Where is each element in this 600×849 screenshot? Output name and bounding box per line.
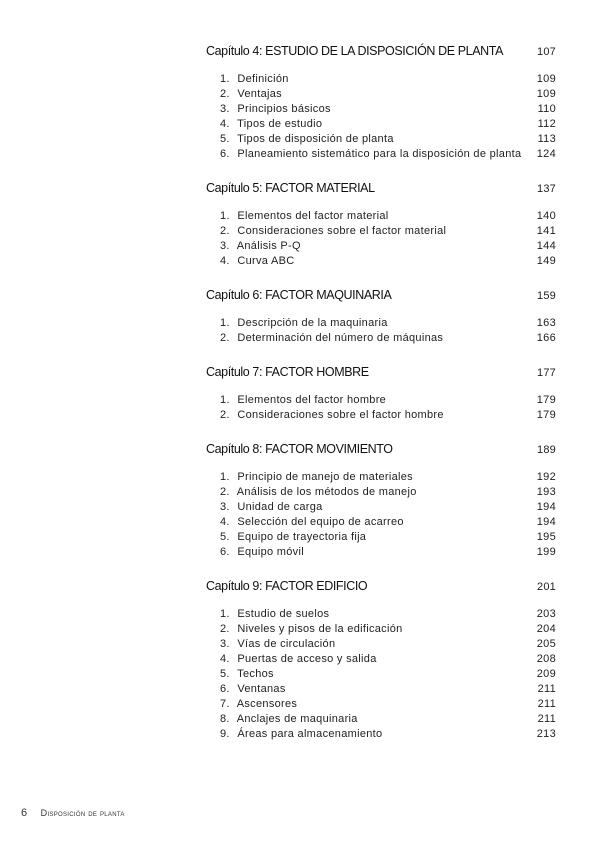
entry-page-number: 204	[536, 623, 556, 635]
entry-number: 6.	[220, 148, 230, 160]
entry-page-number: 192	[536, 471, 556, 483]
toc-entry	[206, 103, 556, 118]
chapter-heading	[206, 181, 556, 201]
entry-title: Consideraciones sobre el factor hombre	[237, 409, 444, 421]
chapter-4	[206, 44, 556, 163]
toc-entry	[206, 73, 556, 88]
entry-title: Anclajes de maquinaria	[236, 713, 358, 725]
toc-entry	[206, 332, 556, 347]
entry-number: 6.	[220, 683, 230, 695]
toc-entry	[206, 683, 556, 698]
chapter-heading	[206, 579, 556, 599]
entry-title: Estudio de suelos	[237, 608, 330, 620]
entry-number: 4.	[220, 653, 230, 665]
entry-title: Equipo móvil	[237, 546, 304, 558]
page-footer	[21, 807, 125, 819]
toc-entry	[206, 118, 556, 133]
toc-entry	[206, 623, 556, 638]
page-number: 6	[21, 807, 28, 819]
entry-page-number: 109	[536, 88, 556, 100]
entry-title: Análisis de los métodos de manejo	[236, 486, 417, 498]
toc-entry	[206, 638, 556, 653]
chapter-9	[206, 579, 556, 743]
entry-number: 5.	[220, 668, 230, 680]
toc-entry	[206, 516, 556, 531]
entry-title: Elementos del factor hombre	[237, 394, 387, 406]
toc-entry	[206, 728, 556, 743]
toc-entry	[206, 225, 556, 240]
entry-page-number: 113	[537, 133, 556, 145]
entry-title: Selección del equipo de acarreo	[237, 516, 404, 528]
toc-entry	[206, 88, 556, 103]
entry-title: Ventajas	[237, 88, 282, 100]
table-of-contents	[206, 44, 556, 761]
entry-number: 6.	[220, 546, 230, 558]
entry-page-number: 211	[537, 698, 556, 710]
entry-number: 2.	[220, 225, 230, 237]
toc-entry	[206, 546, 556, 561]
entry-number: 5.	[220, 133, 230, 145]
entry-number: 2.	[220, 88, 230, 100]
entry-page-number: 124	[536, 148, 556, 160]
chapter-title: Capítulo 8: FACTOR MOVIMIENTO	[206, 442, 393, 456]
chapter-heading	[206, 365, 556, 385]
entry-title: Techos	[237, 668, 274, 680]
entry-page-number: 199	[536, 546, 556, 558]
entry-title: Tipos de estudio	[237, 118, 323, 130]
entry-page-number: 179	[536, 409, 556, 421]
toc-entry	[206, 317, 556, 332]
entry-page-number: 193	[536, 486, 556, 498]
entry-page-number: 109	[536, 73, 556, 85]
chapter-title: Capítulo 9: FACTOR EDIFICIO	[206, 579, 368, 593]
entry-number: 3.	[220, 240, 230, 252]
entry-title: Análisis P-Q	[236, 240, 301, 252]
entry-title: Descripción de la maquinaria	[237, 317, 388, 329]
entry-number: 1.	[220, 73, 230, 85]
entry-page-number: 211	[537, 683, 556, 695]
entry-page-number: 179	[536, 394, 556, 406]
entry-number: 3.	[220, 103, 230, 115]
chapter-heading	[206, 442, 556, 462]
entry-number: 4.	[220, 255, 230, 267]
running-title: Disposición de planta	[40, 808, 125, 818]
entry-page-number: 213	[536, 728, 556, 740]
entry-title: Planeamiento sistemático para la disposición de planta	[237, 148, 522, 160]
entry-page-number: 149	[536, 255, 556, 267]
entry-title: Tipos de disposición de planta	[237, 133, 394, 145]
chapter-8	[206, 442, 556, 561]
chapter-title: Capítulo 6: FACTOR MAQUINARIA	[206, 288, 392, 302]
entry-title: Equipo de trayectoria fija	[237, 531, 367, 543]
entry-number: 1.	[220, 210, 230, 222]
chapter-page-number: 201	[537, 581, 556, 593]
entry-page-number: 195	[536, 531, 556, 543]
entry-number: 2.	[220, 486, 230, 498]
entry-page-number: 203	[536, 608, 556, 620]
entry-title: Principios básicos	[237, 103, 331, 115]
entry-number: 2.	[220, 409, 230, 421]
entry-number: 5.	[220, 531, 230, 543]
entry-title: Niveles y pisos de la edificación	[237, 623, 403, 635]
entry-number: 8.	[220, 713, 230, 725]
toc-entry	[206, 255, 556, 270]
entry-page-number: 205	[536, 638, 556, 650]
entry-number: 7.	[220, 698, 230, 710]
toc-entry	[206, 148, 556, 163]
toc-entry	[206, 531, 556, 546]
toc-entry	[206, 210, 556, 225]
chapter-heading	[206, 288, 556, 308]
toc-entry	[206, 133, 556, 148]
entry-title: Principio de manejo de materiales	[237, 471, 413, 483]
chapter-page-number: 177	[537, 367, 556, 379]
entry-page-number: 211	[537, 713, 556, 725]
toc-entry	[206, 698, 556, 713]
chapter-title: Capítulo 7: FACTOR HOMBRE	[206, 365, 369, 379]
toc-entry	[206, 486, 556, 501]
chapter-7	[206, 365, 556, 424]
chapter-page-number: 159	[537, 290, 556, 302]
chapter-page-number: 107	[537, 46, 556, 58]
entry-page-number: 166	[536, 332, 556, 344]
toc-entry	[206, 653, 556, 668]
entry-title: Vías de circulación	[237, 638, 336, 650]
entry-title: Consideraciones sobre el factor material	[237, 225, 447, 237]
entry-number: 1.	[220, 317, 230, 329]
chapter-5	[206, 181, 556, 270]
entry-number: 1.	[220, 394, 230, 406]
entry-title: Áreas para almacenamiento	[237, 728, 383, 740]
entry-number: 3.	[220, 638, 230, 650]
entry-page-number: 194	[536, 501, 556, 513]
toc-entry	[206, 394, 556, 409]
entry-page-number: 194	[536, 516, 556, 528]
chapter-title: Capítulo 4: ESTUDIO DE LA DISPOSICIÓN DE PLANTA	[206, 44, 504, 58]
entry-page-number: 209	[536, 668, 556, 680]
entry-number: 2.	[220, 623, 230, 635]
entry-number: 4.	[220, 118, 230, 130]
entry-title: Elementos del factor material	[237, 210, 389, 222]
chapter-6	[206, 288, 556, 347]
entry-page-number: 163	[536, 317, 556, 329]
toc-entry	[206, 240, 556, 255]
entry-page-number: 112	[537, 118, 556, 130]
entry-title: Unidad de carga	[237, 501, 323, 513]
toc-entry	[206, 668, 556, 683]
entry-page-number: 208	[536, 653, 556, 665]
entry-page-number: 110	[537, 103, 556, 115]
chapter-page-number: 189	[537, 444, 556, 456]
toc-entry	[206, 471, 556, 486]
chapter-heading	[206, 44, 556, 64]
toc-entry	[206, 501, 556, 516]
entry-number: 1.	[220, 608, 230, 620]
entry-title: Curva ABC	[237, 255, 295, 267]
entry-number: 1.	[220, 471, 230, 483]
toc-entry	[206, 409, 556, 424]
chapter-title: Capítulo 5: FACTOR MATERIAL	[206, 181, 375, 195]
entry-number: 4.	[220, 516, 230, 528]
entry-number: 2.	[220, 332, 230, 344]
entry-page-number: 144	[536, 240, 556, 252]
entry-page-number: 141	[536, 225, 556, 237]
entry-number: 9.	[220, 728, 230, 740]
entry-title: Ascensores	[236, 698, 298, 710]
entry-title: Determinación del número de máquinas	[237, 332, 444, 344]
chapter-page-number: 137	[537, 183, 556, 195]
entry-page-number: 140	[536, 210, 556, 222]
toc-entry	[206, 713, 556, 728]
entry-title: Puertas de acceso y salida	[237, 653, 377, 665]
entry-number: 3.	[220, 501, 230, 513]
entry-title: Ventanas	[237, 683, 286, 695]
toc-entry	[206, 608, 556, 623]
entry-title: Definición	[237, 73, 289, 85]
